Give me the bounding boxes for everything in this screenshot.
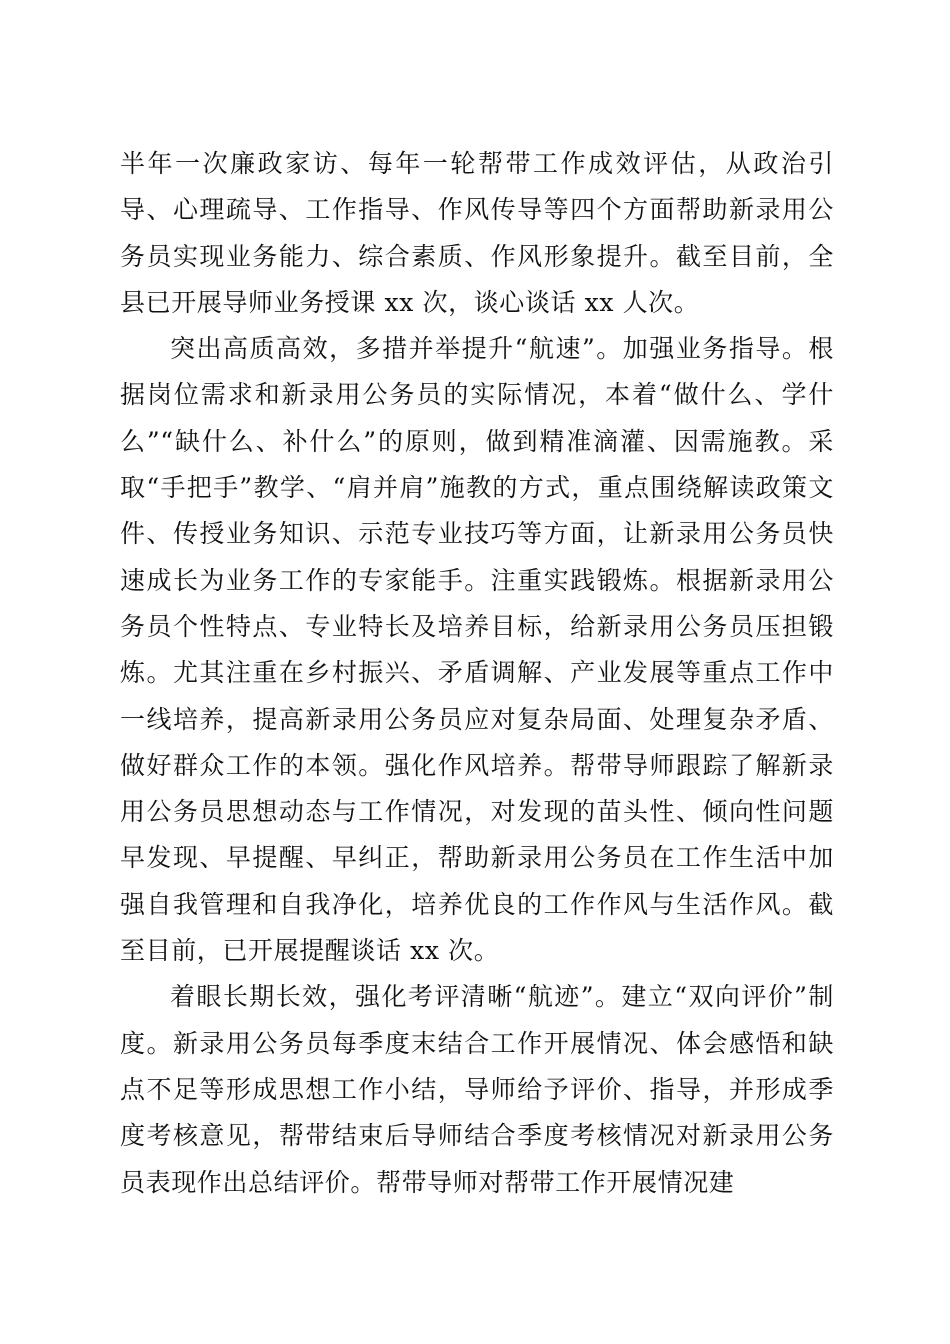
paragraph-evaluation: 着眼长期长效，强化考评清晰“航迹”。建立“双向评价”制度。新录用公务员每季度末结合工作开展情况、体会感悟和缺点不足等形成思想工作小结，导师给予评价、指导，并形成季度考核意见，帮带结束后导师结合季度考核情况对新录用公务员表现作出总结评价。帮带导师对帮带工作开展情况建: [120, 982, 834, 1197]
paragraph-efficiency: 突出高质高效，多措并举提升“航速”。加强业务指导。根据岗位需求和新录用公务员的实际情况，本着“做什么、学什么”“缺什么、补什么”的原则，做到精准滴灌、因需施教。采取“手把手”教学、“肩并肩”施教的方式，重点围绕解读政策文件、传授业务知识、示范专业技巧等方面，让新录用公务员快速成长为业务工作的专家能手。注重实践锻炼。根据新录用公务员个性特点、专业特长及培养目标，给新录用公务员压担锻炼。尤其注重在乡村振兴、矛盾调解、产业发展等重点工作中一线培养，提高新录用公务员应对复杂局面、处理复杂矛盾、做好群众工作的本领。强化作风培养。帮带导师跟踪了解新录用公务员思想动态与工作情况，对发现的苗头性、倾向性问题早发现、早提醒、早纠正，帮助新录用公务员在工作生活中加强自我管理和自我净化，培养优良的工作作风与生活作风。截至目前，已开展提醒谈话 xx 次。: [120, 334, 834, 966]
paragraph-continuation: 半年一次廉政家访、每年一轮帮带工作成效评估，从政治引导、心理疏导、工作指导、作风传导等四个方面帮助新录用公务员实现业务能力、综合素质、作风形象提升。截至目前，全县已开展导师业务授课 xx 次，谈心谈话 xx 人次。: [120, 149, 834, 317]
document-body: [120, 141, 834, 1206]
